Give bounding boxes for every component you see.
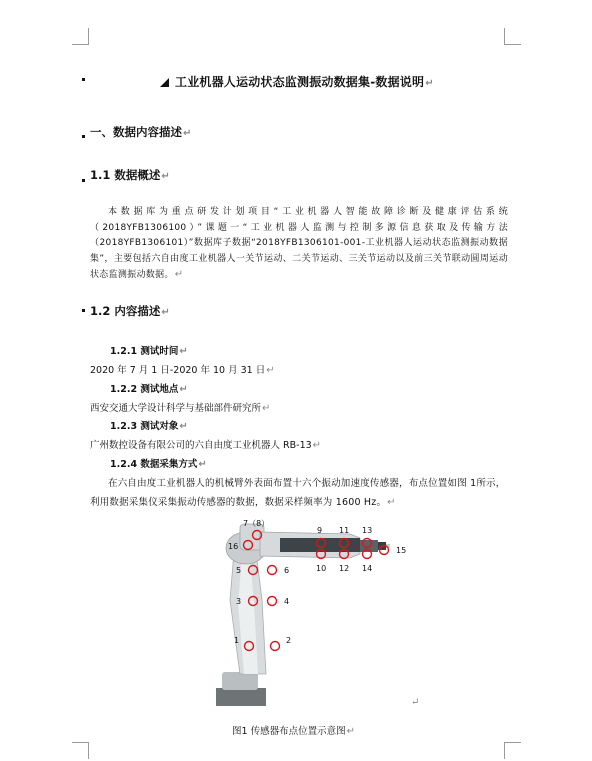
acquisition-method-heading: 1.2.4 数据采集方式↵ — [110, 459, 207, 470]
sensor-label-5: 5 — [236, 566, 242, 575]
overview-paragraph: 本数据库为重点研发计划项目“工业机器人智能故障诊断及健康评估系统（2018YFB1306100）”课题一“工业机器人监测与控制多源信息获取及传输方法（2018YFB1306101）”数据库子数据“2018YFB1306101-001-工业机器人运动状态监测振动数据集”，主要包括六自由度工业机器人一关节运动、二关节运动、三关节运动以及前三关节联动圆周运动状态监测振动数据。↵ — [90, 207, 508, 281]
crop-mark-top-left — [72, 28, 89, 45]
sensor-label-2: 2 — [286, 636, 292, 645]
crop-mark-top-right — [504, 28, 521, 45]
paragraph-mark: ↵ — [411, 697, 420, 708]
sensor-label-4: 4 — [284, 597, 290, 606]
robot-arm-diagram — [200, 512, 430, 707]
test-time-heading: 1.2.1 测试时间↵ — [110, 346, 188, 357]
list-marker — [82, 179, 85, 182]
robot-base-upper — [222, 672, 258, 690]
list-marker — [82, 135, 85, 138]
sensor-label-1: 1 — [234, 636, 240, 645]
section-heading: 一、数据内容描述↵ — [90, 125, 192, 139]
acquisition-method-paragraph: 在六自由度工业机器人的机械臂外表面布置十六个振动加速度传感器，布点位置如图 1所示，利用数据采集仪采集振动传感器的数据，数据采样频率为 1600 Hz。↵ — [90, 478, 506, 508]
document-title: 工业机器人运动状态监测振动数据集-数据说明↵ — [160, 73, 540, 90]
test-place-heading: 1.2.2 测试地点↵ — [110, 384, 188, 395]
test-object-value: 广州数控设备有限公司的六自由度工业机器人 RB-13↵ — [90, 440, 322, 451]
crop-mark-bottom-right — [504, 742, 521, 759]
sensor-6 — [268, 566, 277, 575]
sensor-4 — [268, 597, 277, 606]
sensor-label-9: 9 — [317, 526, 323, 535]
sensor-label-10: 10 — [316, 564, 327, 573]
test-place-value: 西安交通大学设计科学与基础部件研究所↵ — [90, 403, 271, 414]
sensor-label-6: 6 — [284, 566, 290, 575]
sensor-label-7-8: 7（8） — [243, 519, 270, 528]
subsection-heading: 1.1 数据概述↵ — [90, 168, 170, 182]
sensor-2 — [271, 642, 280, 651]
list-marker — [82, 78, 85, 81]
robot-base — [216, 688, 266, 706]
sensor-label-14: 14 — [362, 564, 373, 573]
collapse-triangle-icon — [160, 78, 169, 87]
figure-caption: 图1 传感器布点位置示意图↵ — [232, 726, 355, 737]
sensor-label-15: 15 — [396, 546, 407, 555]
sensor-layout-figure — [200, 512, 430, 707]
subsection-heading: 1.2 内容描述↵ — [90, 304, 170, 318]
sensor-label-12: 12 — [339, 564, 350, 573]
sensor-label-11: 11 — [339, 526, 350, 535]
sensor-label-13: 13 — [362, 526, 373, 535]
test-time-value: 2020 年 7 月 1 日-2020 年 10 月 31 日↵ — [90, 365, 275, 376]
test-object-heading: 1.2.3 测试对象↵ — [110, 421, 188, 432]
sensor-label-16: 16 — [228, 542, 239, 551]
list-marker — [82, 309, 85, 312]
sensor-label-3: 3 — [236, 597, 242, 606]
crop-mark-bottom-left — [72, 742, 89, 759]
